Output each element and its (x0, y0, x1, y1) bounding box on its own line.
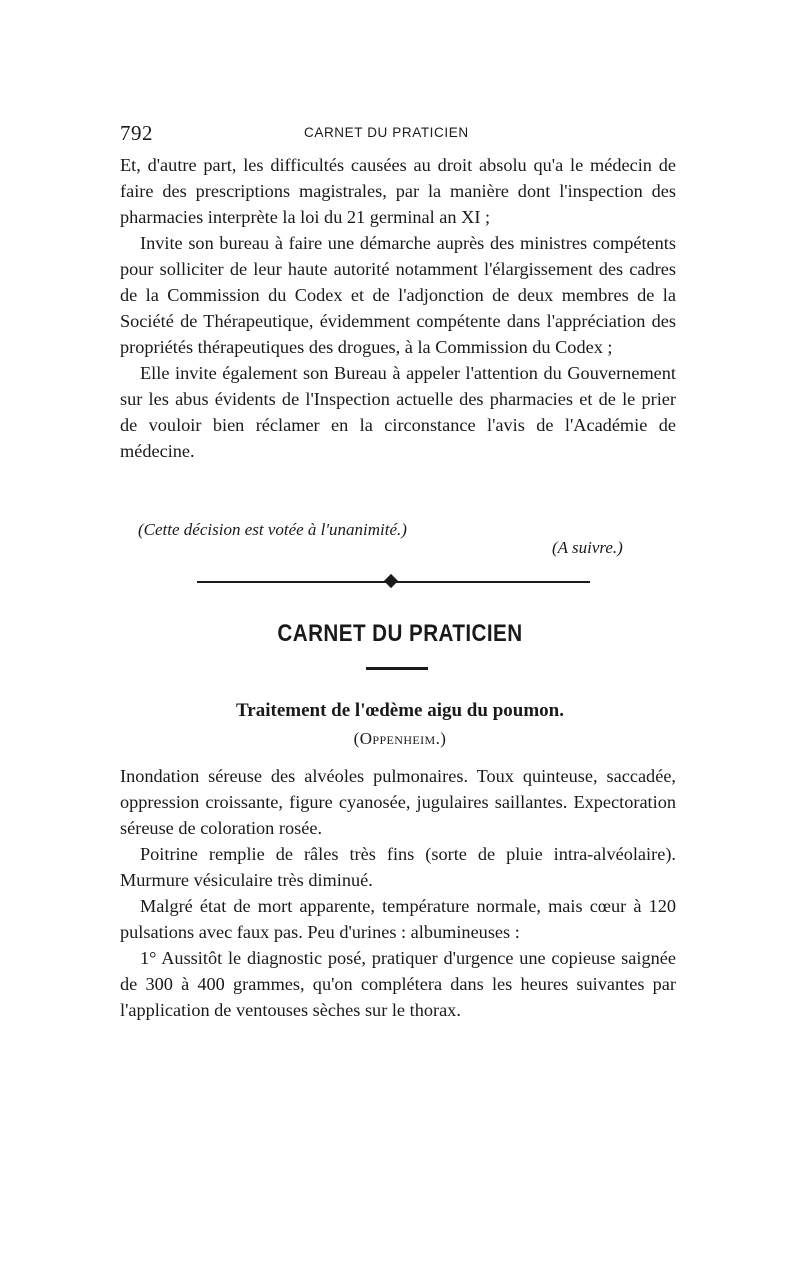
paragraph: Inondation séreuse des alvéoles pulmonaires. Toux quinteuse, saccadée, oppression croissante, figure cyanosée, jugulaires saillantes. Expectoration séreuse de coloration rosée. (120, 766, 676, 838)
divider-ornament (384, 574, 398, 588)
resolution-text (120, 152, 676, 464)
page-number: 792 (120, 121, 153, 145)
page-header (120, 121, 676, 143)
continued-note: (A suivre.) (552, 538, 623, 557)
section-title: CARNET DU PRATICIEN (277, 620, 523, 647)
paragraph: Elle invite également son Bureau à appeler l'attention du Gouvernement sur les abus évidents de l'Inspection actuelle des pharmacies et de le prier de vouloir bien réclamer en la circonstance l'avis de l'Académie de médecine. (120, 363, 676, 461)
paragraph: Poitrine remplie de râles très fins (sorte de pluie intra-alvéolaire). Murmure vésiculaire très diminué. (120, 844, 676, 890)
article-title: Traitement de l'œdème aigu du poumon. (236, 700, 564, 721)
paragraph: Et, d'autre part, les difficultés causées au droit absolu qu'a le médecin de faire des prescriptions magistrales, par la manière dont l'inspection des pharmacies interprète la loi du 21 germinal an XI ; (120, 155, 676, 227)
paragraph: 1° Aussitôt le diagnostic posé, pratiquer d'urgence une copieuse saignée de 300 à 400 grammes, qu'on complétera dans les heures suivantes par l'application de ventouses sèches sur le thorax. (120, 948, 676, 1020)
article-body (120, 763, 676, 1023)
title-underline (366, 667, 428, 670)
paragraph: Malgré état de mort apparente, température normale, mais cœur à 120 pulsations avec faux pas. Peu d'urines : albumineuses : (120, 896, 676, 942)
decision-note: (Cette décision est votée à l'unanimité.) (138, 520, 407, 539)
running-title: CARNET DU PRATICIEN (304, 125, 469, 140)
paragraph: Invite son bureau à faire une démarche auprès des ministres compétents pour solliciter de leur haute autorité notamment l'élargissement des cadres de la Commission du Codex et de l'adjonction de deux membres de la Société de Thérapeutique, évidemment compétente dans l'appréciation des propriétés thérapeutiques des drogues, à la Commission du Codex ; (120, 233, 676, 357)
article-author: (Oppenheim.) (353, 729, 447, 748)
